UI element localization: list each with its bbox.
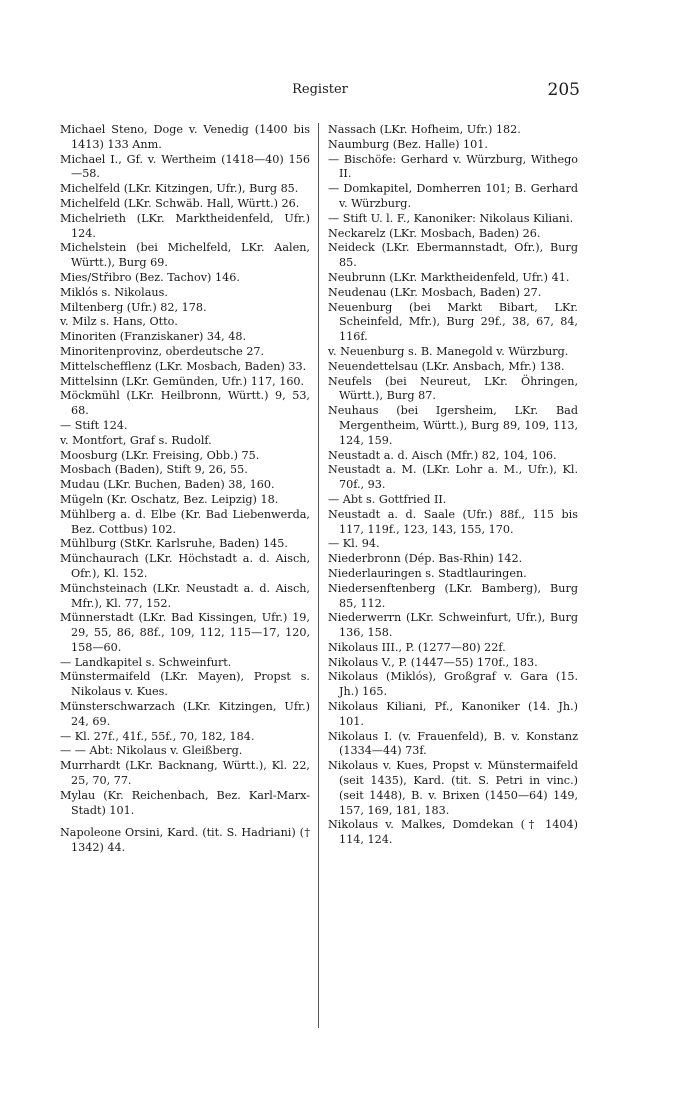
- index-entry: Mittelschefflenz (LKr. Mosbach, Baden) 33.: [60, 359, 307, 373]
- index-entry: Neudenau (LKr. Mosbach, Baden) 27.: [328, 285, 542, 299]
- index-entry: — Bischöfe: Gerhard v. Würzburg, Withego II.: [328, 152, 578, 181]
- index-entry: Neustadt a. d. Aisch (Mfr.) 82, 104, 106.: [328, 448, 557, 462]
- index-entry: — Stift 124.: [60, 418, 128, 432]
- index-entry: Münnerstadt (LKr. Bad Kissingen, Ufr.) 19, 29, 55, 86, 88f., 109, 112, 115—17, 120, 158—60.: [60, 611, 310, 654]
- index-entry: Mies/Střibro (Bez. Tachov) 146.: [60, 270, 240, 284]
- index-entry: Michael Steno, Doge v. Venedig (1400 bis 1413) 133 Anm.: [60, 123, 310, 151]
- index-entry: — Kl. 27f., 41f., 55f., 70, 182, 184.: [60, 729, 255, 743]
- index-entry: Miklós s. Nikolaus.: [60, 285, 168, 299]
- index-entry: Mühlberg a. d. Elbe (Kr. Bad Liebenwerda, Bez. Cottbus) 102.: [60, 507, 310, 536]
- index-entry: Nikolaus V., P. (1447—55) 170f., 183.: [328, 655, 538, 669]
- index-entry: Münsterschwarzach (LKr. Kitzingen, Ufr.) 24, 69.: [60, 700, 310, 728]
- index-entry: Mosbach (Baden), Stift 9, 26, 55.: [60, 463, 248, 477]
- index-entry: Nikolaus v. Kues, Propst v. Münstermaifeld (seit 1435), Kard. (tit. S. Petri in vinc.) (seit 1448), B. v. Brixen (1450—64) 149, 157, 169, 181, 183.: [328, 759, 578, 817]
- index-entry: Niedersenftenberg (LKr. Bamberg), Burg 85, 112.: [328, 581, 578, 610]
- index-entry: v. Milz s. Hans, Otto.: [60, 315, 178, 329]
- index-entry: Neustadt a. M. (LKr. Lohr a. M., Ufr.), Kl. 70f., 93.: [328, 463, 578, 492]
- index-entry: Miltenberg (Ufr.) 82, 178.: [60, 300, 207, 314]
- index-entry: Neideck (LKr. Ebermannstadt, Ofr.), Burg 85.: [328, 241, 578, 270]
- index-entry: Neckarelz (LKr. Mosbach, Baden) 26.: [328, 226, 541, 240]
- index-entry: Niederlauringen s. Stadtlauringen.: [328, 566, 527, 580]
- index-entry: Michelstein (bei Michelfeld, LKr. Aalen, Württ.), Burg 69.: [60, 241, 310, 270]
- index-entry: Naumburg (Bez. Halle) 101.: [328, 137, 488, 151]
- index-entry: Neuendettelsau (LKr. Ansbach, Mfr.) 138.: [328, 359, 565, 373]
- index-entry: v. Neuenburg s. B. Manegold v. Würzburg.: [328, 344, 569, 358]
- index-entry: Michelfeld (LKr. Kitzingen, Ufr.), Burg 85.: [60, 182, 299, 196]
- index-entry: Mittelsinn (LKr. Gemünden, Ufr.) 117, 160.: [60, 374, 305, 388]
- index-entry: Moosburg (LKr. Freising, Obb.) 75.: [60, 448, 260, 462]
- index-entry: Münstermaifeld (LKr. Mayen), Propst s. Nikolaus v. Kues.: [60, 670, 310, 699]
- index-entry: — Abt s. Gottfried II.: [328, 492, 447, 506]
- index-entry: Nikolaus v. Malkes, Domdekan († 1404) 114, 124.: [328, 818, 578, 847]
- index-entry: Münchsteinach (LKr. Neustadt a. d. Aisch, Mfr.), Kl. 77, 152.: [60, 581, 310, 610]
- left-column: [60, 123, 310, 856]
- right-column: [328, 123, 578, 848]
- index-entry: Niederbronn (Dép. Bas-Rhin) 142.: [328, 552, 523, 566]
- index-entry: v. Montfort, Graf s. Rudolf.: [60, 433, 212, 447]
- index-entry: Napoleone Orsini, Kard. (tit. S. Hadriani) († 1342) 44.: [60, 826, 310, 855]
- index-entry: Nassach (LKr. Hofheim, Ufr.) 182.: [328, 123, 521, 136]
- index-entry: Neuhaus (bei Igersheim, LKr. Bad Mergentheim, Württ.), Burg 89, 109, 113, 124, 159.: [328, 404, 578, 447]
- index-entry: Neubrunn (LKr. Marktheidenfeld, Ufr.) 41.: [328, 270, 570, 284]
- index-entry: Michael I., Gf. v. Wertheim (1418—40) 156—58.: [60, 152, 310, 181]
- page-number: 205: [547, 80, 580, 100]
- index-entry: Minoriten (Franziskaner) 34, 48.: [60, 330, 247, 344]
- index-entry: Neufels (bei Neureut, LKr. Öhringen, Württ.), Burg 87.: [328, 374, 578, 403]
- index-entry: Neuenburg (bei Markt Bibart, LKr. Scheinfeld, Mfr.), Burg 29f., 38, 67, 84, 116f.: [328, 300, 578, 344]
- running-title: Register: [292, 82, 348, 97]
- index-entry: Möckmühl (LKr. Heilbronn, Württ.) 9, 53, 68.: [60, 389, 310, 418]
- index-entry: Mylau (Kr. Reichenbach, Bez. Karl-Marx-Stadt) 101.: [60, 788, 310, 817]
- index-entry: Mügeln (Kr. Oschatz, Bez. Leipzig) 18.: [60, 492, 279, 506]
- index-entry: — — Abt: Nikolaus v. Gleißberg.: [60, 744, 243, 758]
- index-entry: Minoritenprovinz, oberdeutsche 27.: [60, 344, 265, 358]
- index-entry: Münchaurach (LKr. Höchstadt a. d. Aisch, Ofr.), Kl. 152.: [60, 552, 310, 580]
- column-divider: [318, 123, 319, 1028]
- index-entry: Nikolaus III., P. (1277—80) 22f.: [328, 640, 506, 654]
- index-columns: [60, 123, 580, 1063]
- index-entry: Nikolaus Kiliani, Pf., Kanoniker (14. Jh.) 101.: [328, 700, 578, 728]
- index-entry: Niederwerrn (LKr. Schweinfurt, Ufr.), Burg 136, 158.: [328, 611, 578, 640]
- index-entry: Michelfeld (LKr. Schwäb. Hall, Württ.) 26.: [60, 196, 300, 210]
- index-entry: Michelrieth (LKr. Marktheidenfeld, Ufr.) 124.: [60, 211, 310, 240]
- index-entry: — Landkapitel s. Schweinfurt.: [60, 655, 232, 669]
- index-entry: Mühlburg (StKr. Karlsruhe, Baden) 145.: [60, 537, 288, 551]
- index-entry: — Kl. 94.: [328, 537, 380, 551]
- index-entry: — Stift U. l. F., Kanoniker: Nikolaus Kiliani.: [328, 211, 574, 225]
- index-entry: — Domkapitel, Domherren 101; B. Gerhard v. Würzburg.: [328, 182, 578, 210]
- index-entry: Nikolaus (Miklós), Großgraf v. Gara (15. Jh.) 165.: [328, 670, 578, 699]
- index-entry: Neustadt a. d. Saale (Ufr.) 88f., 115 bis 117, 119f., 123, 143, 155, 170.: [328, 507, 578, 536]
- index-entry: Murrhardt (LKr. Backnang, Württ.), Kl. 22, 25, 70, 77.: [60, 759, 310, 788]
- index-entry: Mudau (LKr. Buchen, Baden) 38, 160.: [60, 478, 275, 492]
- page-header: [60, 80, 580, 102]
- index-entry: Nikolaus I. (v. Frauenfeld), B. v. Konstanz (1334—44) 73f.: [328, 729, 578, 758]
